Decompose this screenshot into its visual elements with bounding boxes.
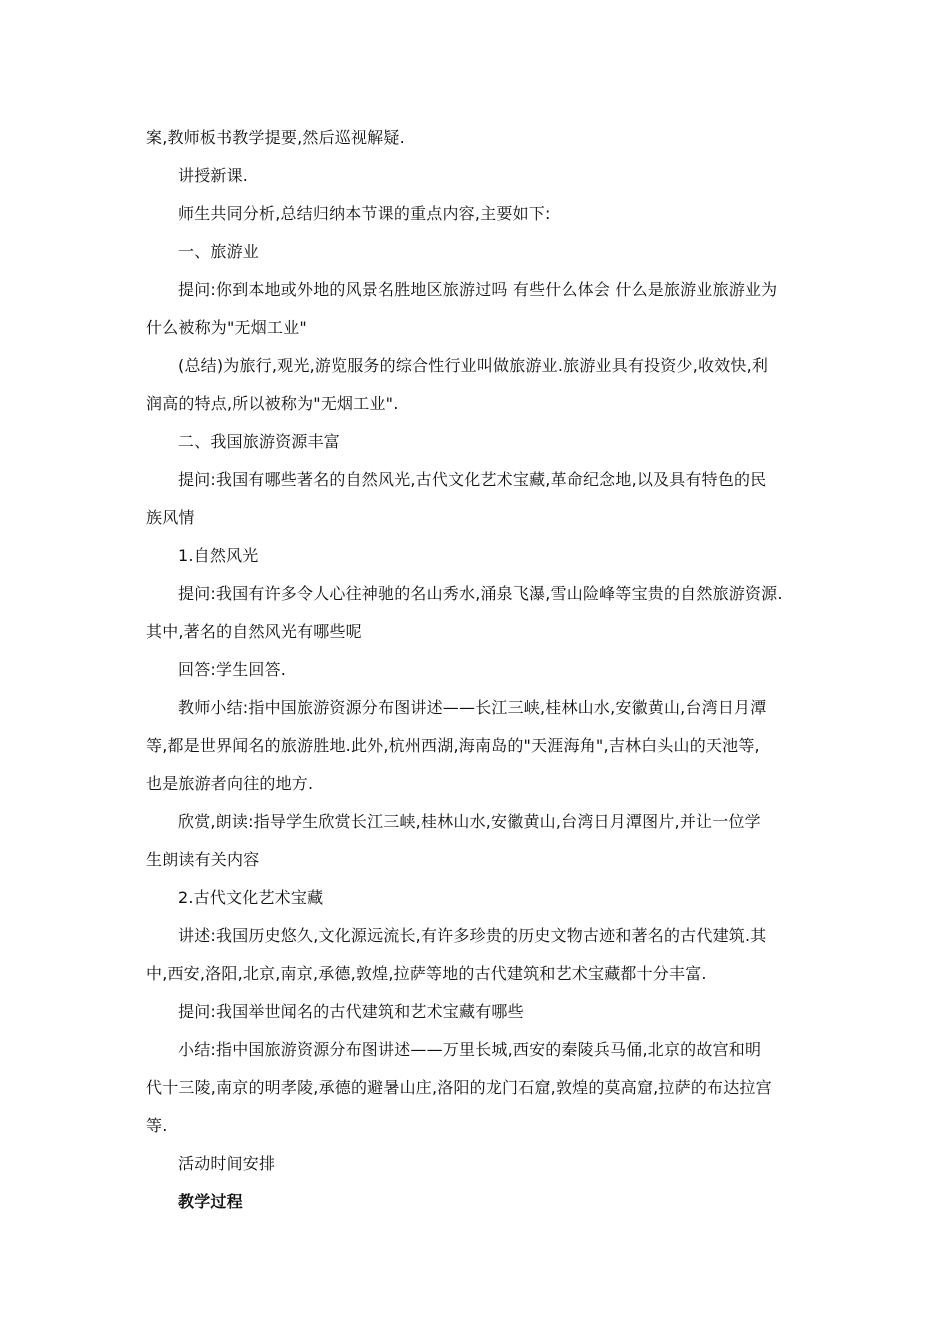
- text-line: 案,教师板书教学提要,然后巡视解疑.: [146, 128, 405, 147]
- text-line: 提问:你到本地或外地的风景名胜地区旅游过吗 有些什么体会 什么是旅游业旅游业为: [178, 280, 778, 299]
- text-line: 等,都是世界闻名的旅游胜地.此外,杭州西湖,海南岛的"天涯海角",吉林白头山的天池等,: [146, 736, 760, 755]
- text-line: 小结:指中国旅游资源分布图讲述——万里长城,西安的秦陵兵马俑,北京的故宫和明: [178, 1040, 762, 1059]
- text-line: 讲述:我国历史悠久,文化源远流长,有许多珍贵的历史文物古迹和著名的古代建筑.其: [178, 926, 767, 945]
- text-line: 师生共同分析,总结归纳本节课的重点内容,主要如下:: [178, 204, 551, 223]
- text-line: 润高的特点,所以被称为"无烟工业".: [146, 394, 399, 413]
- text-line: 其中,著名的自然风光有哪些呢: [146, 622, 362, 641]
- section-heading: 讲授新课.: [178, 166, 249, 185]
- text-line: 等.: [146, 1116, 168, 1135]
- text-line: 生朗读有关内容: [146, 850, 260, 869]
- text-line: 教师小结:指中国旅游资源分布图讲述——长江三峡,桂林山水,安徽黄山,台湾日月潭: [178, 698, 767, 717]
- text-line: 提问:我国有许多令人心往神驰的名山秀水,涌泉飞瀑,雪山险峰等宝贵的自然旅游资源.: [178, 584, 783, 603]
- text-line: 回答:学生回答.: [178, 660, 287, 679]
- bold-heading: 教学过程: [178, 1192, 243, 1211]
- text-line: 提问:我国有哪些著名的自然风光,古代文化艺术宝藏,革命纪念地,以及具有特色的民: [178, 470, 767, 489]
- text-line: 也是旅游者向往的地方.: [146, 774, 314, 793]
- text-line: 代十三陵,南京的明孝陵,承德的避暑山庄,洛阳的龙门石窟,敦煌的莫高窟,拉萨的布达拉宫: [146, 1078, 772, 1097]
- subsection-heading: 1.自然风光: [178, 546, 259, 565]
- text-line: 族风情: [146, 508, 195, 527]
- text-line: 活动时间安排: [178, 1154, 276, 1173]
- text-line: (总结)为旅行,观光,游览服务的综合性行业叫做旅游业.旅游业具有投资少,收效快,利: [178, 356, 769, 375]
- text-line: 欣赏,朗读:指导学生欣赏长江三峡,桂林山水,安徽黄山,台湾日月潭图片,并让一位学: [178, 812, 761, 831]
- subsection-heading: 2.古代文化艺术宝藏: [178, 888, 324, 907]
- text-line: 中,西安,洛阳,北京,南京,承德,敦煌,拉萨等地的古代建筑和艺术宝藏都十分丰富.: [146, 964, 707, 983]
- text-line: 提问:我国举世闻名的古代建筑和艺术宝藏有哪些: [178, 1002, 524, 1021]
- section-heading: 一、旅游业: [178, 242, 260, 261]
- text-line: 什么被称为"无烟工业": [146, 318, 307, 337]
- section-heading: 二、我国旅游资源丰富: [178, 432, 341, 451]
